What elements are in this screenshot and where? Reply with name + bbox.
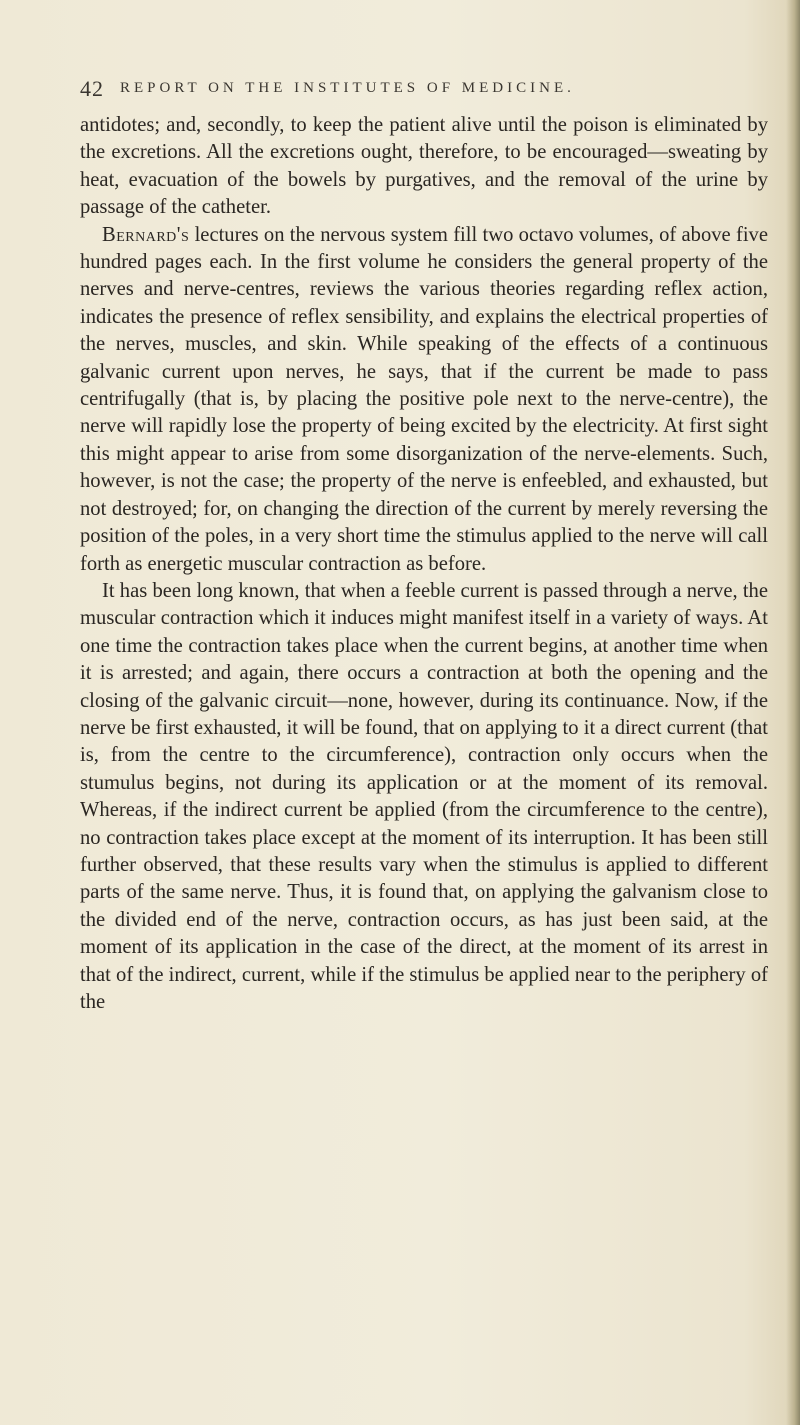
author-name: Bernard's (102, 223, 190, 246)
page-number: 42 (80, 76, 104, 101)
paragraph: It has been long known, that when a feeble current is passed through a nerve, the muscular contraction which it induces might manifest itself in a variety of ways. At one time the contraction takes place when the current begins, at another time when it is arrested; and again, there occurs a contraction at both the opening and the closing of the galvanic circuit—none, however, during its continuance. Now, if the nerve be first exhausted, it will be found, that on applying to it a direct current (that is, from the centre to the circumference), contraction only occurs when the stumulus begins, not during its application or at the moment of its removal. Whereas, if the indirect current be applied (from the circumference to the centre), no contraction takes place except at the moment of its interruption. It has been still further observed, that these results vary when the stimulus is applied to different parts of the same nerve. Thus, it is found that, on applying the galvanism close to the divided end of the nerve, contraction occurs, as has just been said, at the moment of its application in the case of the direct, at the moment of its arrest in that of the indirect, current, while if the stimulus be applied near to the periphery of the (80, 579, 768, 1013)
running-head: REPORT ON THE INSTITUTES OF MEDICINE. (120, 80, 575, 96)
body-text (80, 112, 768, 1016)
page-edge-shadow (786, 0, 800, 1425)
paragraph: antidotes; and, secondly, to keep the patient alive until the poison is eliminated by the excretions. All the excretions ought, therefore, to be encouraged—sweating by heat, evacuation of the bowels by purgatives, and the removal of the urine by passage of the catheter. (80, 114, 768, 219)
paragraph: Bernard's lectures on the nervous system fill two octavo volumes, of above five hundred pages each. In the first volume he considers the general property of the nerves and nerve-centres, reviews the various theories regarding reflex action, indicates the presence of reflex sensibility, and explains the electrical properties of the nerves, muscles, and skin. While speaking of the effects of a continuous galvanic current upon nerves, he says, that if the current be made to pass centrifugally (that is, by placing the positive pole next to the nerve-centre), the nerve will rapidly lose the property of being excited by the electricity. At first sight this might appear to arise from some disorganization of the nerve-elements. Such, however, is not the case; the property of the nerve is enfeebled, and exhausted, but not destroyed; for, on changing the direction of the current by merely reversing the position of the poles, in a very short time the stimulus applied to the nerve will call forth as energetic muscular contraction as before. (80, 223, 768, 575)
